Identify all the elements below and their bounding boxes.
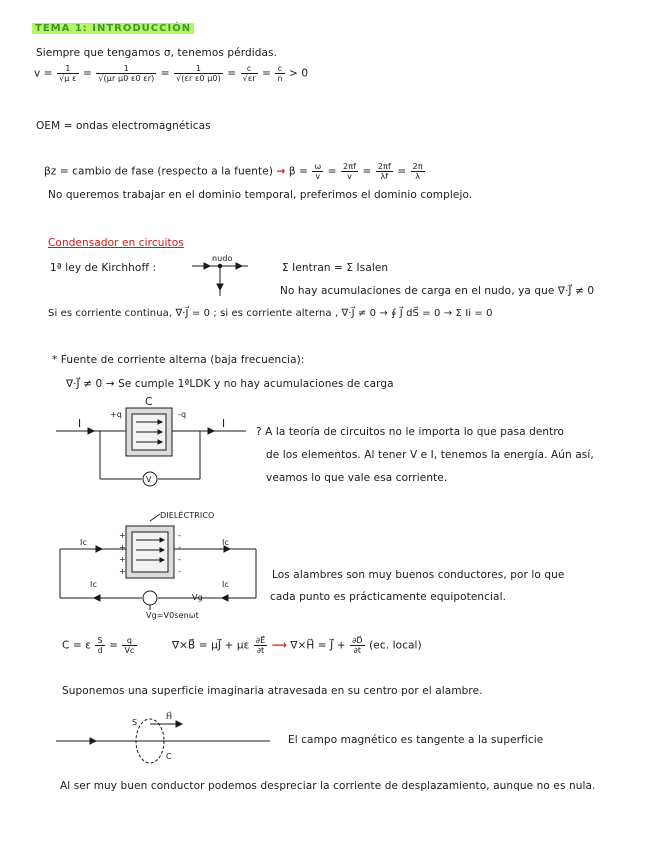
frac-1: $\frac{1}{\text{√μ ε}}$ bbox=[59, 64, 77, 83]
plus-q-label: +q bbox=[110, 410, 122, 419]
velocity-tail: > 0 bbox=[289, 67, 309, 80]
dielectric-label: DIELÉCTRICO bbox=[160, 511, 215, 520]
surface-statement: Suponemos una superficie imaginaria atravesada en su centro por el alambre. bbox=[62, 685, 483, 697]
contour-c-label: C bbox=[166, 752, 172, 761]
plus-sign: + bbox=[119, 531, 126, 540]
oem-definition: OEM = ondas electromagnéticas bbox=[36, 120, 211, 132]
ic-bottom-right: Ic bbox=[222, 580, 229, 589]
beta-frac-2: $\frac{2\pi f}{v}$ bbox=[343, 162, 357, 181]
ic-top-right: Ic bbox=[222, 538, 229, 547]
section-title: Condensador en circuitos bbox=[48, 237, 184, 249]
beta-symbol: β = bbox=[288, 165, 308, 178]
current-right-label: I bbox=[222, 418, 226, 430]
theory-line-2: de los elementos. Al tener V e I, tenemos la energía. Aún así, bbox=[266, 449, 594, 461]
plus-sign: + bbox=[119, 555, 126, 564]
no-accumulation-text: No hay acumulaciones de carga en el nudo, ya que ∇·J⃗ ≠ 0 bbox=[280, 285, 595, 297]
minus-sign: - bbox=[178, 531, 181, 540]
kirchhoff-equation: Σ Ientran = Σ Isalen bbox=[282, 262, 389, 274]
ac-source-title: * Fuente de corriente alterna (baja frecuencia): bbox=[52, 354, 305, 366]
phasor-statement: No queremos trabajar en el dominio temporal, preferimos el dominio complejo. bbox=[48, 189, 473, 201]
minus-sign: - bbox=[178, 555, 181, 564]
vg-equation: Vg=V0senωt bbox=[146, 611, 199, 620]
frac-5: $\frac{c}{n}$ bbox=[277, 64, 283, 83]
beta-frac-4: $\frac{2\pi}{\lambda}$ bbox=[412, 162, 423, 181]
ic-bottom-left: Ic bbox=[90, 580, 97, 589]
v-label: v = bbox=[34, 67, 53, 80]
magnetic-field-diagram bbox=[56, 719, 270, 763]
kirchhoff-label: 1ª ley de Kirchhoff : bbox=[50, 262, 157, 274]
ac-source-line: ∇·J⃗ ≠ 0 → Se cumple 1ªLDK y no hay acumulaciones de carga bbox=[66, 378, 394, 390]
loss-statement: Siempre que tengamos σ, tenemos pérdidas. bbox=[36, 47, 278, 59]
capacitor-label: C bbox=[145, 396, 153, 408]
current-left-label: I bbox=[78, 418, 82, 430]
frac-3: $\frac{1}{\text{√(εr ε0 μ0)}}$ bbox=[176, 64, 221, 83]
continuous-current-text: Si es corriente continua, ∇·J⃗ = 0 ; si es corriente alterna , ∇·J⃗ ≠ 0 → ∮ J⃗ dS⃗ = 0 → Σ Ii = 0 bbox=[48, 308, 493, 319]
capacitance-equation: C = ε $\frac{S}{d}$ = $\frac{q}{Vc}$ bbox=[62, 636, 135, 655]
minus-sign: - bbox=[178, 567, 181, 576]
velocity-equation: v = $\frac{1}{\text{√μ ε}}$ = $\frac{1}{\text{√(μr μ0 ε0 εr)}}$ = $\frac{1}{\text{√(εr ε0 μ0)}}$ = $\frac{c}{√\varepsilon r}$ = $\frac{c}{n}$ > 0 bbox=[34, 64, 309, 83]
vg-label: Vg bbox=[192, 593, 203, 602]
ampere-maxwell-equation: ∇×B⃗ = μJ⃗ + με $\frac{\partial E⃗}{\partial t}$ ⟶ ∇×H⃗ = J⃗ + $\frac{\partial D⃗}{\partial t}$ (ec. local) bbox=[172, 636, 422, 655]
beta-lead: βz = cambio de fase (respecto a la fuente) bbox=[44, 165, 274, 178]
theory-line-1: ? A la teoría de circuitos no le importa lo que pasa dentro bbox=[256, 426, 565, 438]
minus-q-label: -q bbox=[178, 410, 187, 419]
wires-line-1: Los alambres son muy buenos conductores, por lo que bbox=[272, 569, 565, 581]
beta-frac-1: $\frac{\omega}{v}$ bbox=[314, 162, 322, 181]
kirchhoff-node-diagram bbox=[192, 263, 248, 296]
title-highlight: TEMA 1: INTRODUCCIÓN bbox=[32, 23, 194, 34]
surface-s-label: S bbox=[132, 718, 138, 727]
node-label: nudo bbox=[212, 254, 233, 263]
plus-sign: + bbox=[119, 567, 126, 576]
h-field-label: H⃗ bbox=[166, 712, 173, 721]
plus-sign: + bbox=[119, 543, 126, 552]
theory-line-3: veamos lo que vale esa corriente. bbox=[266, 472, 448, 484]
ic-top-left: Ic bbox=[80, 538, 87, 547]
circuit-1-diagram bbox=[56, 408, 246, 486]
voltage-source-label: V bbox=[146, 475, 152, 484]
beta-frac-3: $\frac{2\pi f}{\lambda f}$ bbox=[377, 162, 391, 181]
last-statement: Al ser muy buen conductor podemos despreciar la corriente de desplazamiento, aunque no es nula. bbox=[60, 780, 596, 792]
red-arrow-icon-2: ⟶ bbox=[271, 639, 287, 652]
minus-sign: - bbox=[178, 543, 181, 552]
circuit-2-diagram bbox=[60, 514, 256, 610]
frac-2: $\frac{1}{\text{√(μr μ0 ε0 εr)}}$ bbox=[98, 64, 155, 83]
wires-line-2: cada punto es prácticamente equipotencial. bbox=[270, 591, 507, 603]
red-arrow-icon: → bbox=[276, 165, 286, 178]
frac-4: $\frac{c}{√\varepsilon r}$ bbox=[242, 64, 256, 83]
magnetic-statement: El campo magnético es tangente a la superficie bbox=[288, 734, 544, 746]
beta-equation: βz = cambio de fase (respecto a la fuente) → β = $\frac{\omega}{v}$ = $\frac{2\pi f}{v}$ = $\frac{2\pi f}{\lambda f}$ = $\frac{2\pi}{\lambda}$ bbox=[44, 162, 423, 181]
